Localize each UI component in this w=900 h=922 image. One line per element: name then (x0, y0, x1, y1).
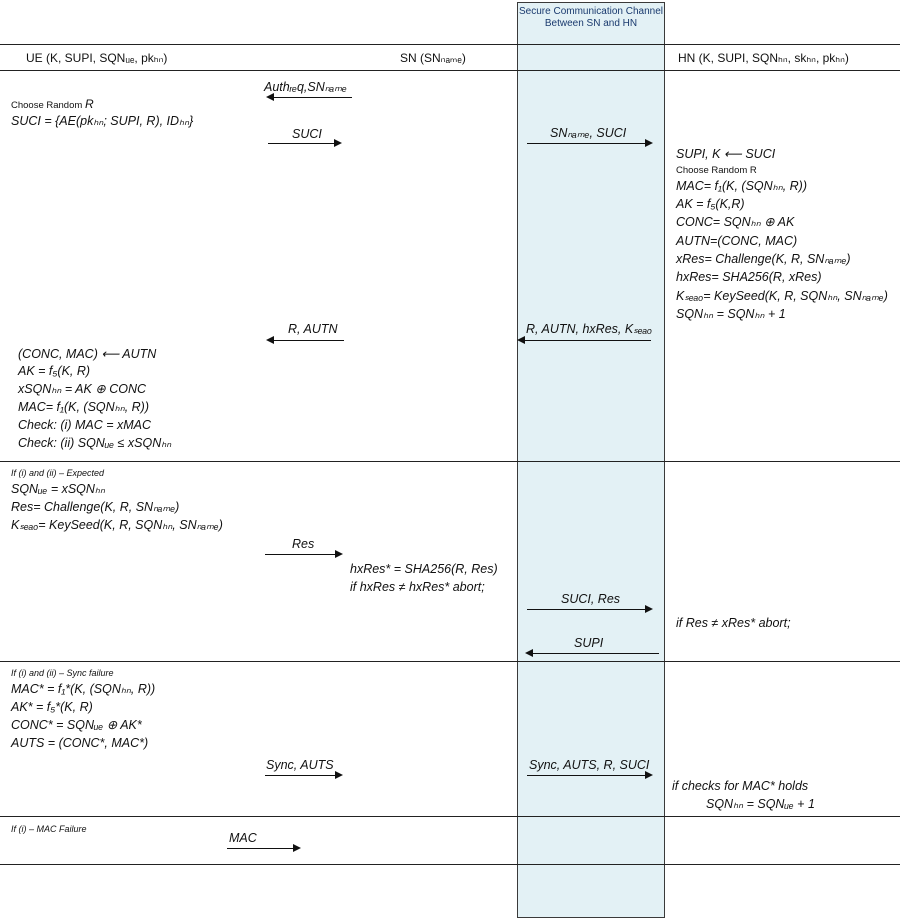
hn-line: CONC= SQNₕₙ ⊕ AK (676, 215, 795, 229)
r-autn-hxres-arrow (519, 340, 651, 341)
hn-line: SQNₕₙ = SQNₕₙ + 1 (676, 307, 786, 321)
ue-line: AK = f₅(K, R) (18, 364, 91, 378)
channel-title-line1: Secure Communication Channel (519, 6, 663, 17)
hn-line: hxRes= SHA256(R, xRes) (676, 270, 822, 284)
ue-header: UE (K, SUPI, SQNᵤₑ, pkₕₙ) (26, 51, 168, 65)
sync-line: CONC* = SQNᵤₑ ⊕ AK* (11, 718, 142, 732)
random-r: R (84, 97, 94, 111)
sync-line: MAC* = f₁*(K, (SQNₕₙ, R)) (11, 682, 156, 696)
mac-arrow (227, 848, 299, 849)
section-divider-end (0, 864, 900, 865)
suci-res-msg-label: SUCI, Res (561, 592, 621, 606)
sync-auts-arrow (265, 775, 341, 776)
hn-res-check: if Res ≠ xRes* abort; (676, 616, 791, 630)
section-divider-sync (0, 661, 900, 662)
sync-full-msg-label: Sync, AUTS, R, SUCI (529, 758, 650, 772)
sn-hxres-compute: hxRes* = SHA256(R, Res) (350, 562, 498, 576)
expected-line: Kₛₑₐₒ= KeySeed(K, R, SQNₕₙ, SNₙₐₘₑ) (11, 518, 223, 532)
section-divider-expected (0, 461, 900, 462)
sync-line: AUTS = (CONC*, MAC*) (11, 736, 149, 750)
header-top-line (0, 44, 900, 45)
auth-req-label: Authᵣₑq,SNₙₐₘₑ (264, 80, 347, 94)
sync-failure-section-label: If (i) and (ii) – Sync failure (11, 668, 114, 678)
expected-section-label: If (i) and (ii) – Expected (11, 468, 105, 478)
choose-random-label (11, 97, 94, 113)
ue-line: MAC= f₁(K, (SQNₕₙ, R)) (18, 400, 149, 414)
mac-msg-label: MAC (229, 831, 257, 845)
res-arrow (265, 554, 341, 555)
sync-line: AK* = f₅*(K, R) (11, 700, 93, 714)
ue-line: xSQNₕₙ = AK ⊕ CONC (18, 382, 147, 396)
suci-definition: SUCI = {AE(pkₕₙ; SUPI, R), IDₕₙ} (11, 114, 194, 128)
hn-line: Kₛₑₐₒ= KeySeed(K, R, SQNₕₙ, SNₙₐₘₑ) (676, 289, 888, 303)
hn-line: AK = f₅(K,R) (676, 197, 745, 211)
sn-suci-arrow (527, 143, 651, 144)
hn-line: MAC= f₁(K, (SQNₕₙ, R)) (676, 179, 807, 193)
hn-line: SUPI, K ⟵ SUCI (676, 147, 776, 161)
ue-line: (CONC, MAC) ⟵ AUTN (18, 347, 157, 361)
hn-sqn-update: SQNₕₙ = SQNᵤₑ + 1 (706, 797, 815, 811)
mac-failure-section-label: If (i) – MAC Failure (11, 824, 87, 834)
channel-title-line2: Between SN and HN (544, 18, 638, 29)
sn-suci-msg-label: SNₙₐₘₑ, SUCI (550, 126, 627, 140)
ue-check-sqn: Check: (ii) SQNᵤₑ ≤ xSQNₕₙ (18, 436, 172, 450)
r-autn-msg-label: R, AUTN (288, 322, 338, 336)
secure-channel-title (517, 6, 665, 30)
expected-line: Res= Challenge(K, R, SNₙₐₘₑ) (11, 500, 180, 514)
auth-req-arrow (268, 97, 352, 98)
r-autn-arrow (268, 340, 344, 341)
expected-line: SQNᵤₑ = xSQNₕₙ (11, 482, 105, 496)
supi-msg-label: SUPI (574, 636, 604, 650)
sn-header: SN (SNₙₐₘₑ) (400, 51, 466, 65)
section-divider-mac (0, 816, 900, 817)
ue-check-mac: Check: (i) MAC = xMAC (18, 418, 152, 432)
hn-header: HN (K, SUPI, SQNₕₙ, skₕₙ, pkₕₙ) (678, 51, 849, 65)
res-msg-label: Res (292, 537, 315, 551)
hn-line: xRes= Challenge(K, R, SNₙₐₘₑ) (676, 252, 851, 266)
hn-mac-check: if checks for MAC* holds (672, 779, 809, 793)
sync-auts-msg-label: Sync, AUTS (266, 758, 334, 772)
sync-full-arrow (527, 775, 651, 776)
suci-msg-label: SUCI (292, 127, 322, 141)
sn-hxres-check: if hxRes ≠ hxRes* abort; (350, 580, 485, 594)
supi-arrow (527, 653, 659, 654)
header-bottom-line (0, 70, 900, 71)
hn-line: Choose Random R (676, 165, 757, 176)
suci-arrow (268, 143, 340, 144)
r-autn-hxres-msg-label: R, AUTN, hxRes, Kₛₑₐₒ (526, 322, 653, 336)
suci-res-arrow (527, 609, 651, 610)
choose-random-text: Choose Random (11, 100, 83, 111)
hn-line: AUTN=(CONC, MAC) (676, 234, 798, 248)
